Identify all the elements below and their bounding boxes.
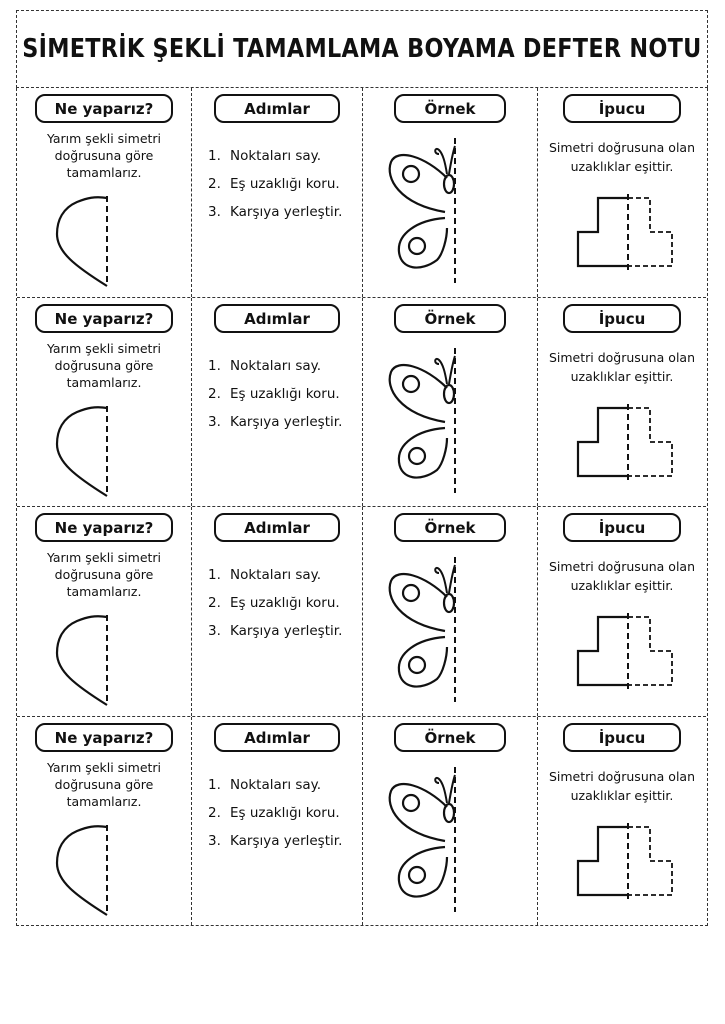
what-cell [17,507,192,716]
step-item: 1. Noktaları say. [208,358,322,374]
what-text: Yarım şekli simetri doğrusuna göre tamamlarız. [46,341,162,390]
example-cell [363,88,538,297]
steps-cell [192,717,363,925]
step-item: 2. Eş uzaklığı koru. [208,805,340,821]
what-cell [17,298,192,506]
what-text: Yarım şekli simetri doğrusuna göre tamamlarız. [46,760,162,809]
example-heading: Örnek [394,94,506,123]
step-item: 3. Karşıya yerleştir. [208,414,343,430]
example-cell [363,298,538,506]
what-heading: Ne yaparız? [35,304,173,333]
tip-heading: İpucu [563,304,681,333]
half-butterfly-icon [385,138,465,283]
half-heart-icon [55,196,115,286]
steps-heading: Adımlar [214,723,340,752]
tip-cell [538,298,706,506]
example-heading: Örnek [394,304,506,333]
tip-text: Simetri doğrusuna olan uzaklıklar eşittir. [548,350,696,384]
half-heart-icon [55,825,115,915]
example-cell [363,507,538,716]
example-cell [363,717,538,925]
step-item: 3. Karşıya yerleştir. [208,833,343,849]
step-item: 3. Karşıya yerleştir. [208,623,343,639]
steps-list [208,561,358,645]
what-heading: Ne yaparız? [35,513,173,542]
title-box [16,10,708,88]
example-heading: Örnek [394,723,506,752]
what-cell [17,88,192,297]
note-grid [16,88,708,926]
tip-text: Simetri doğrusuna olan uzaklıklar eşittir. [548,140,696,174]
step-item: 2. Eş uzaklığı koru. [208,595,340,611]
tip-text: Simetri doğrusuna olan uzaklıklar eşittir. [548,559,696,593]
half-step-shape-icon [576,613,676,693]
step-item: 1. Noktaları say. [208,148,322,164]
half-heart-icon [55,615,115,705]
steps-list [208,771,358,855]
example-heading: Örnek [394,513,506,542]
tip-text: Simetri doğrusuna olan uzaklıklar eşittir. [548,769,696,803]
note-row [17,88,706,298]
step-item: 1. Noktaları say. [208,777,322,793]
tip-heading: İpucu [563,723,681,752]
what-text: Yarım şekli simetri doğrusuna göre tamamlarız. [46,131,162,180]
what-heading: Ne yaparız? [35,94,173,123]
steps-heading: Adımlar [214,304,340,333]
step-item: 2. Eş uzaklığı koru. [208,386,340,402]
steps-list [208,142,358,226]
step-item: 1. Noktaları say. [208,567,322,583]
half-butterfly-icon [385,348,465,493]
note-row [17,298,706,507]
steps-cell [192,298,363,506]
tip-cell [538,507,706,716]
half-step-shape-icon [576,404,676,484]
steps-list [208,352,358,436]
note-row [17,507,706,717]
page-title: SİMETRİK ŞEKLİ TAMAMLAMA BOYAMA DEFTER NOTU [22,34,702,64]
tip-cell [538,717,706,925]
tip-heading: İpucu [563,513,681,542]
what-text: Yarım şekli simetri doğrusuna göre tamamlarız. [46,550,162,599]
step-item: 3. Karşıya yerleştir. [208,204,343,220]
steps-cell [192,88,363,297]
half-butterfly-icon [385,557,465,702]
half-butterfly-icon [385,767,465,912]
what-heading: Ne yaparız? [35,723,173,752]
steps-heading: Adımlar [214,94,340,123]
steps-cell [192,507,363,716]
half-step-shape-icon [576,823,676,903]
what-cell [17,717,192,925]
steps-heading: Adımlar [214,513,340,542]
note-row [17,717,706,925]
tip-heading: İpucu [563,94,681,123]
half-heart-icon [55,406,115,496]
step-item: 2. Eş uzaklığı koru. [208,176,340,192]
tip-cell [538,88,706,297]
half-step-shape-icon [576,194,676,274]
